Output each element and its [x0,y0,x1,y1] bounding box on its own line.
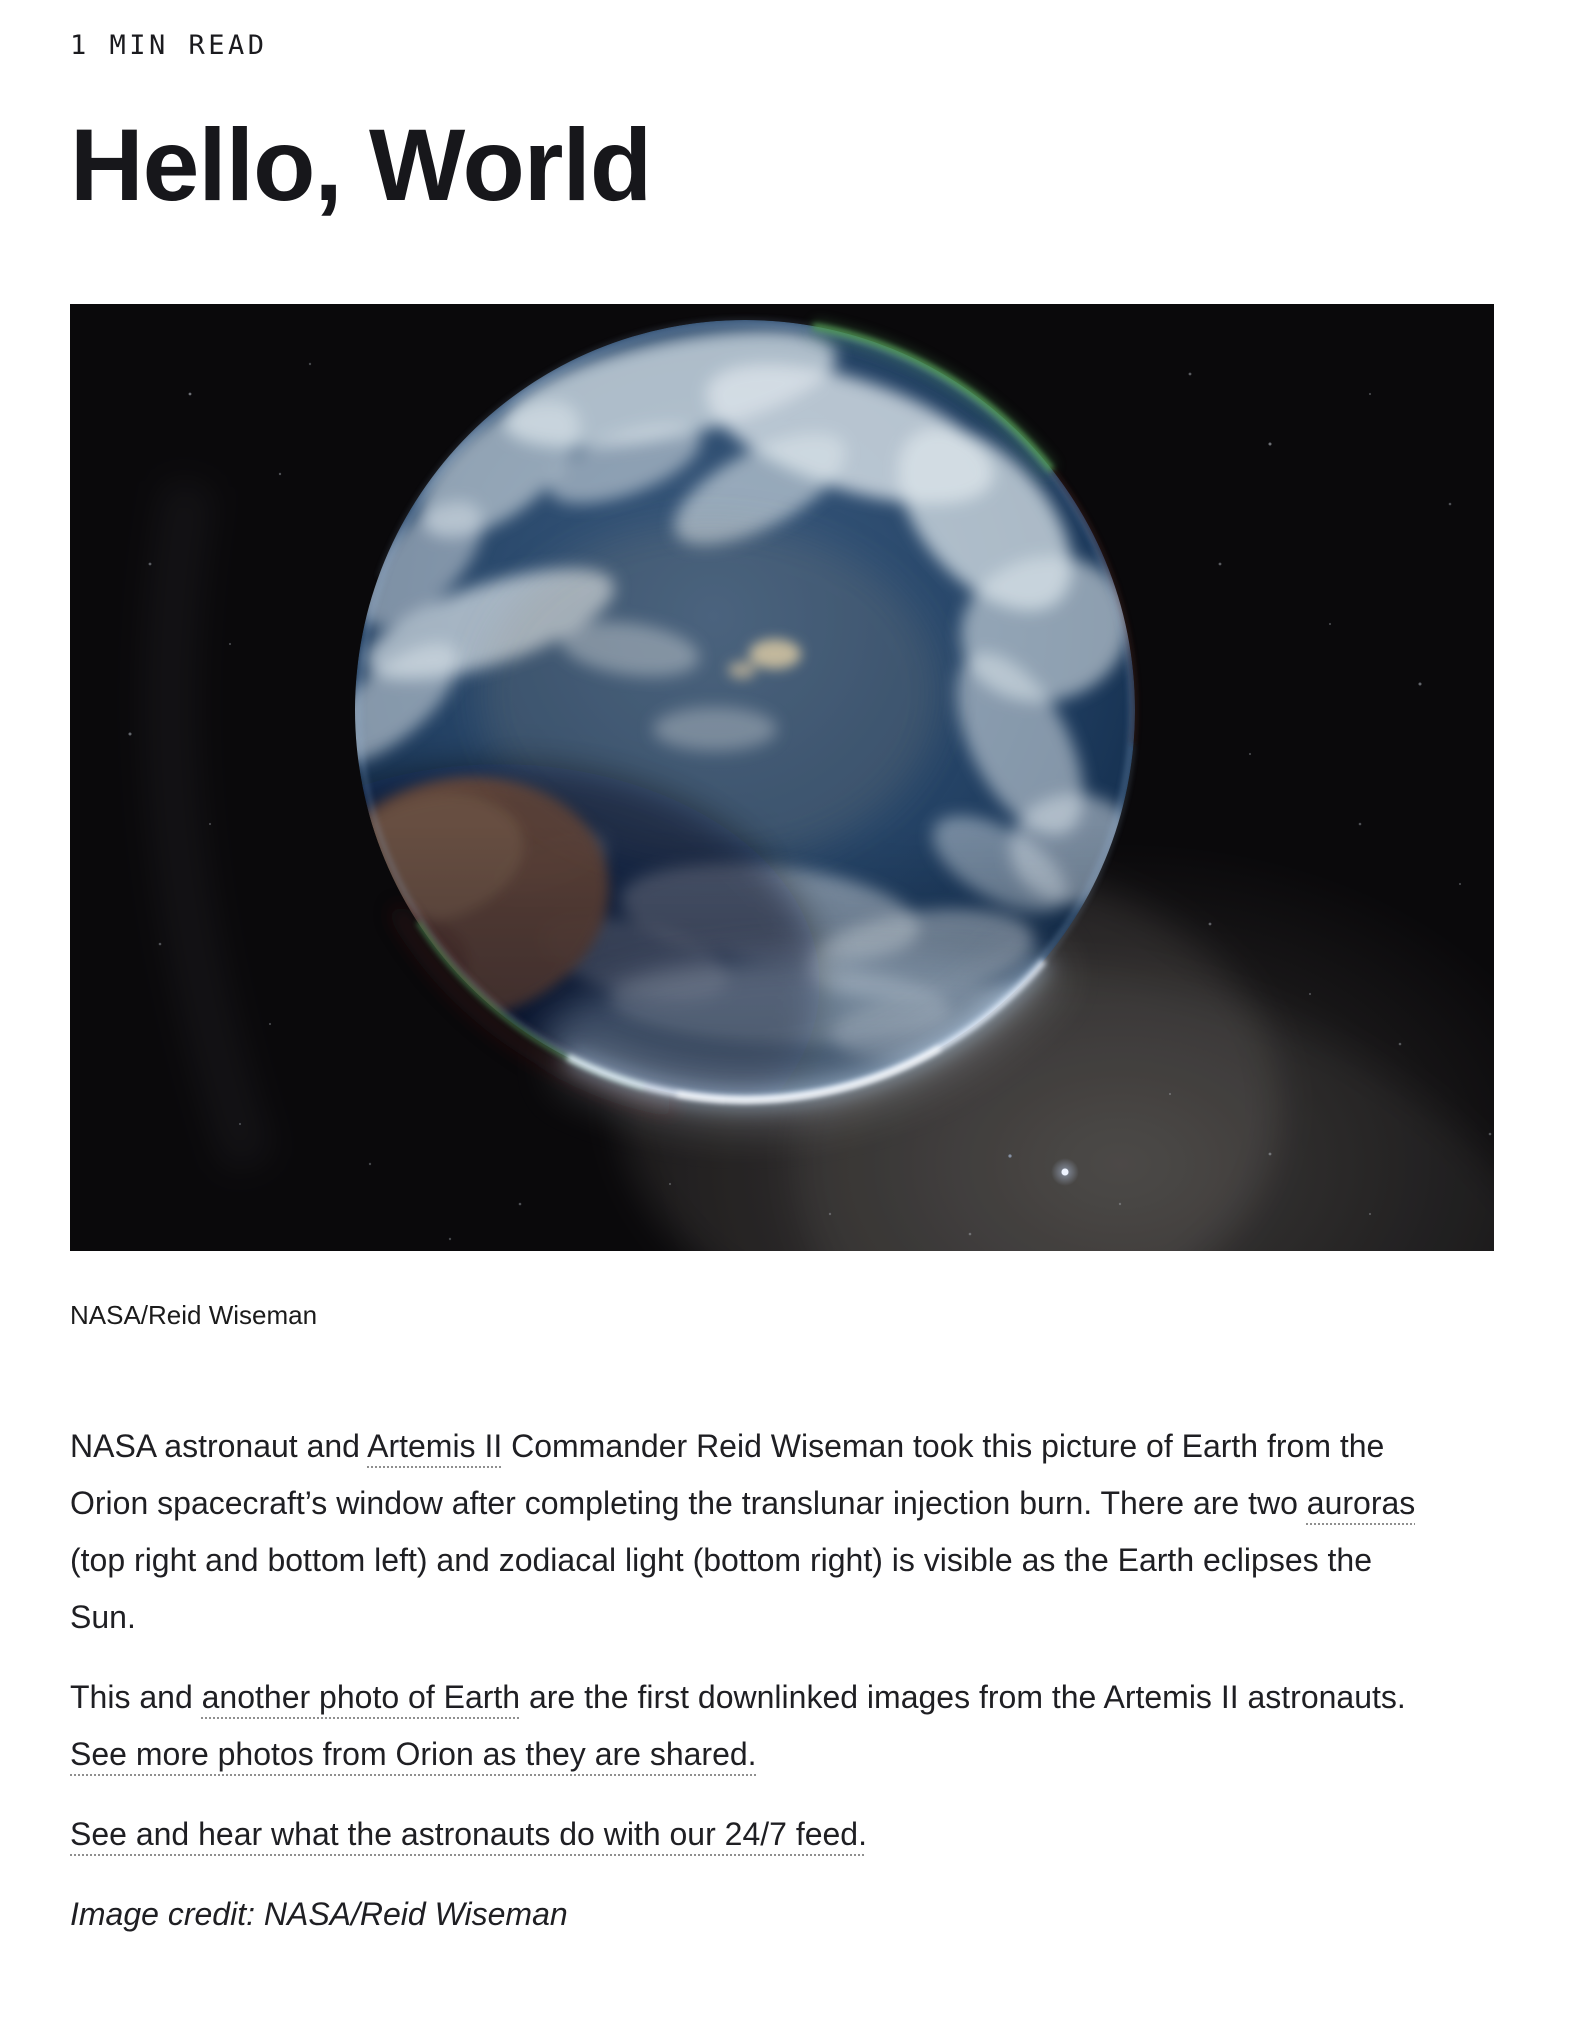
read-time-label: 1 MIN READ [70,30,268,61]
hero-image [70,304,1494,1251]
text-segment: Commander Reid Wiseman took this picture of Earth from the Orion spacecraft’s window after completing the translunar injection burn. There are two [70,1428,1385,1521]
inline-link[interactable]: See more photos from Orion as they are shared. [70,1736,757,1772]
text-segment: NASA astronaut and [70,1428,368,1464]
image-credit-line: Image credit: NASA/Reid Wiseman [70,1896,568,1932]
paragraph [70,1806,1430,1863]
inline-link[interactable]: another photo of Earth [201,1679,521,1715]
article-body [70,1418,1494,1943]
text-segment: are the first downlinked images from the Artemis II astronauts. [520,1679,1406,1715]
earth-photo-graphic [70,304,1494,1251]
paragraph [70,1669,1430,1783]
inline-link[interactable]: auroras [1306,1485,1416,1521]
page-title: Hello, World [70,108,652,222]
inline-link[interactable]: See and hear what the astronauts do with our 24/7 feed. [70,1816,867,1852]
text-segment: (top right and bottom left) and zodiacal light (bottom right) is visible as the Earth eclipses the Sun. [70,1542,1372,1635]
text-segment: This and [70,1679,202,1715]
paragraph [70,1418,1430,1646]
article-container [0,30,1572,1943]
article-page [0,30,1572,2042]
image-caption: NASA/Reid Wiseman [70,1300,318,1330]
inline-link[interactable]: Artemis II [367,1428,503,1464]
bright-star [1051,1158,1079,1186]
